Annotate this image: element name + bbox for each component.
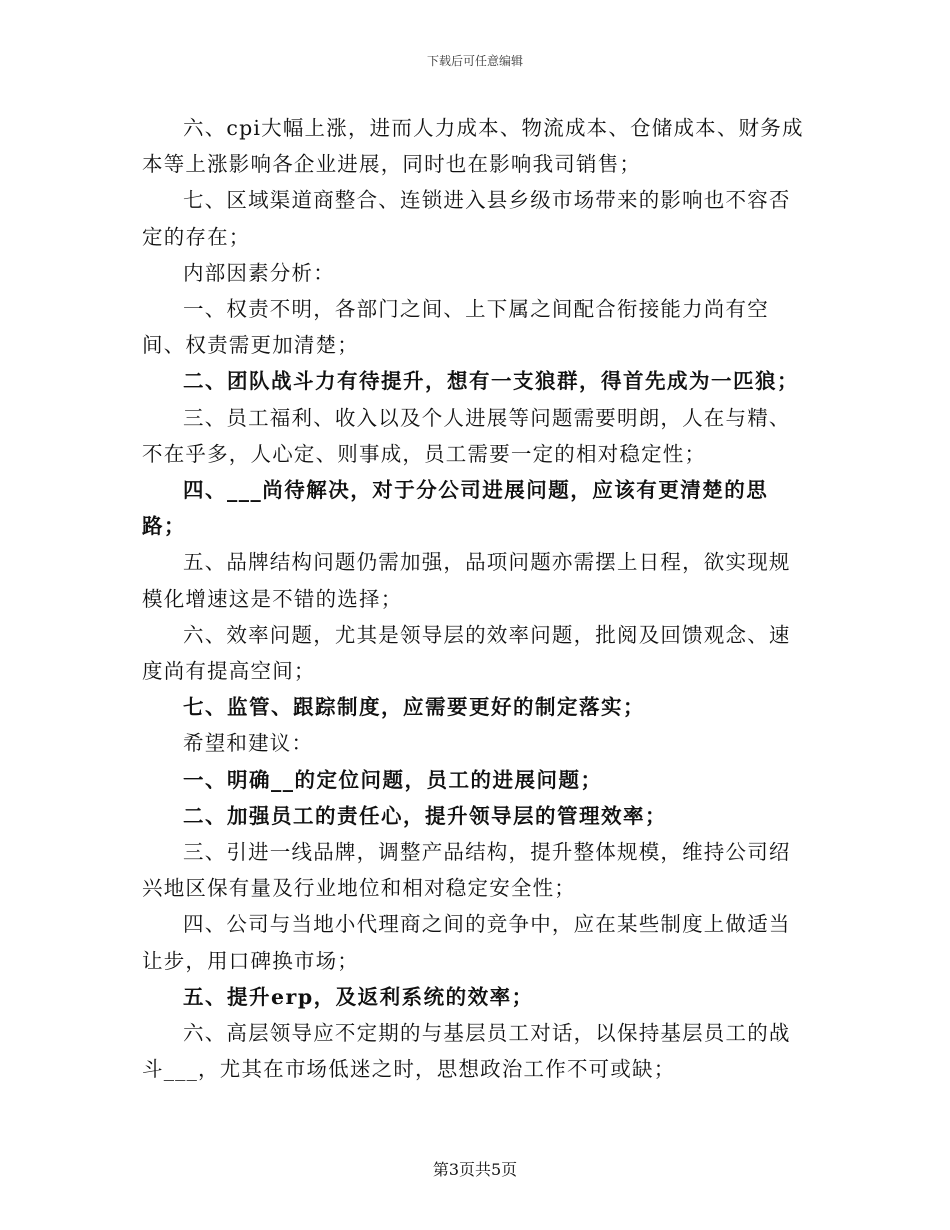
paragraph: 一、权责不明，各部门之间、上下属之间配合衔接能力尚有空间、权责需更加清楚； — [142, 297, 769, 358]
section-heading: 希望和建议： — [183, 731, 314, 756]
section-heading: 内部因素分析： — [183, 260, 335, 285]
page-header: 下载后可任意编辑 — [426, 54, 523, 68]
paragraph: 五、品牌结构问题仍需加强，品项问题亦需摆上日程，欲实现规模化增速这是不错的选择； — [142, 550, 791, 611]
paragraph: 七、区域渠道商整合、连锁进入县乡级市场带来的影响也不容否定的存在； — [142, 188, 791, 249]
document-body — [142, 110, 810, 1087]
paragraph: 六、高层领导应不定期的与基层员工对话，以保持基层员工的战斗___，尤其在市场低迷之时，思想政治工作不可或缺； — [142, 1021, 791, 1082]
paragraph-bold: 五、提升erp，及返利系统的效率； — [183, 984, 534, 1009]
paragraph-bold: 二、加强员工的责任心，提升领导层的管理效率； — [183, 803, 667, 828]
paragraph-bold: 二、团队战斗力有待提升，想有一支狼群，得首先成为一匹狼； — [183, 369, 799, 394]
paragraph-bold: 四、___尚待解决，对于分公司进展问题，应该有更清楚的思路； — [142, 478, 769, 539]
paragraph-bold: 一、明确__的定位问题，员工的进展问题； — [183, 767, 603, 792]
paragraph: 三、员工福利、收入以及个人进展等问题需要明朗，人在与精、不在乎多，人心定、则事成，员工需要一定的相对稳定性； — [142, 405, 791, 466]
paragraph-bold: 七、监管、跟踪制度，应需要更好的制定落实； — [183, 695, 645, 720]
paragraph: 三、引进一线品牌，调整产品结构，提升整体规模，维持公司绍兴地区保有量及行业地位和相对稳定安全性； — [142, 840, 791, 901]
paragraph: 四、公司与当地小代理商之间的竞争中，应在某些制度上做适当让步，用口碑换市场； — [142, 912, 791, 973]
paragraph: 六、效率问题，尤其是领导层的效率问题，批阅及回馈观念、速度尚有提高空间； — [142, 622, 791, 684]
paragraph: 六、cpi大幅上涨，进而人力成本、物流成本、仓储成本、财务成本等上涨影响各企业进展，同时也在影响我司销售； — [142, 116, 804, 177]
page-footer: 第3页共5页 — [432, 1160, 518, 1179]
